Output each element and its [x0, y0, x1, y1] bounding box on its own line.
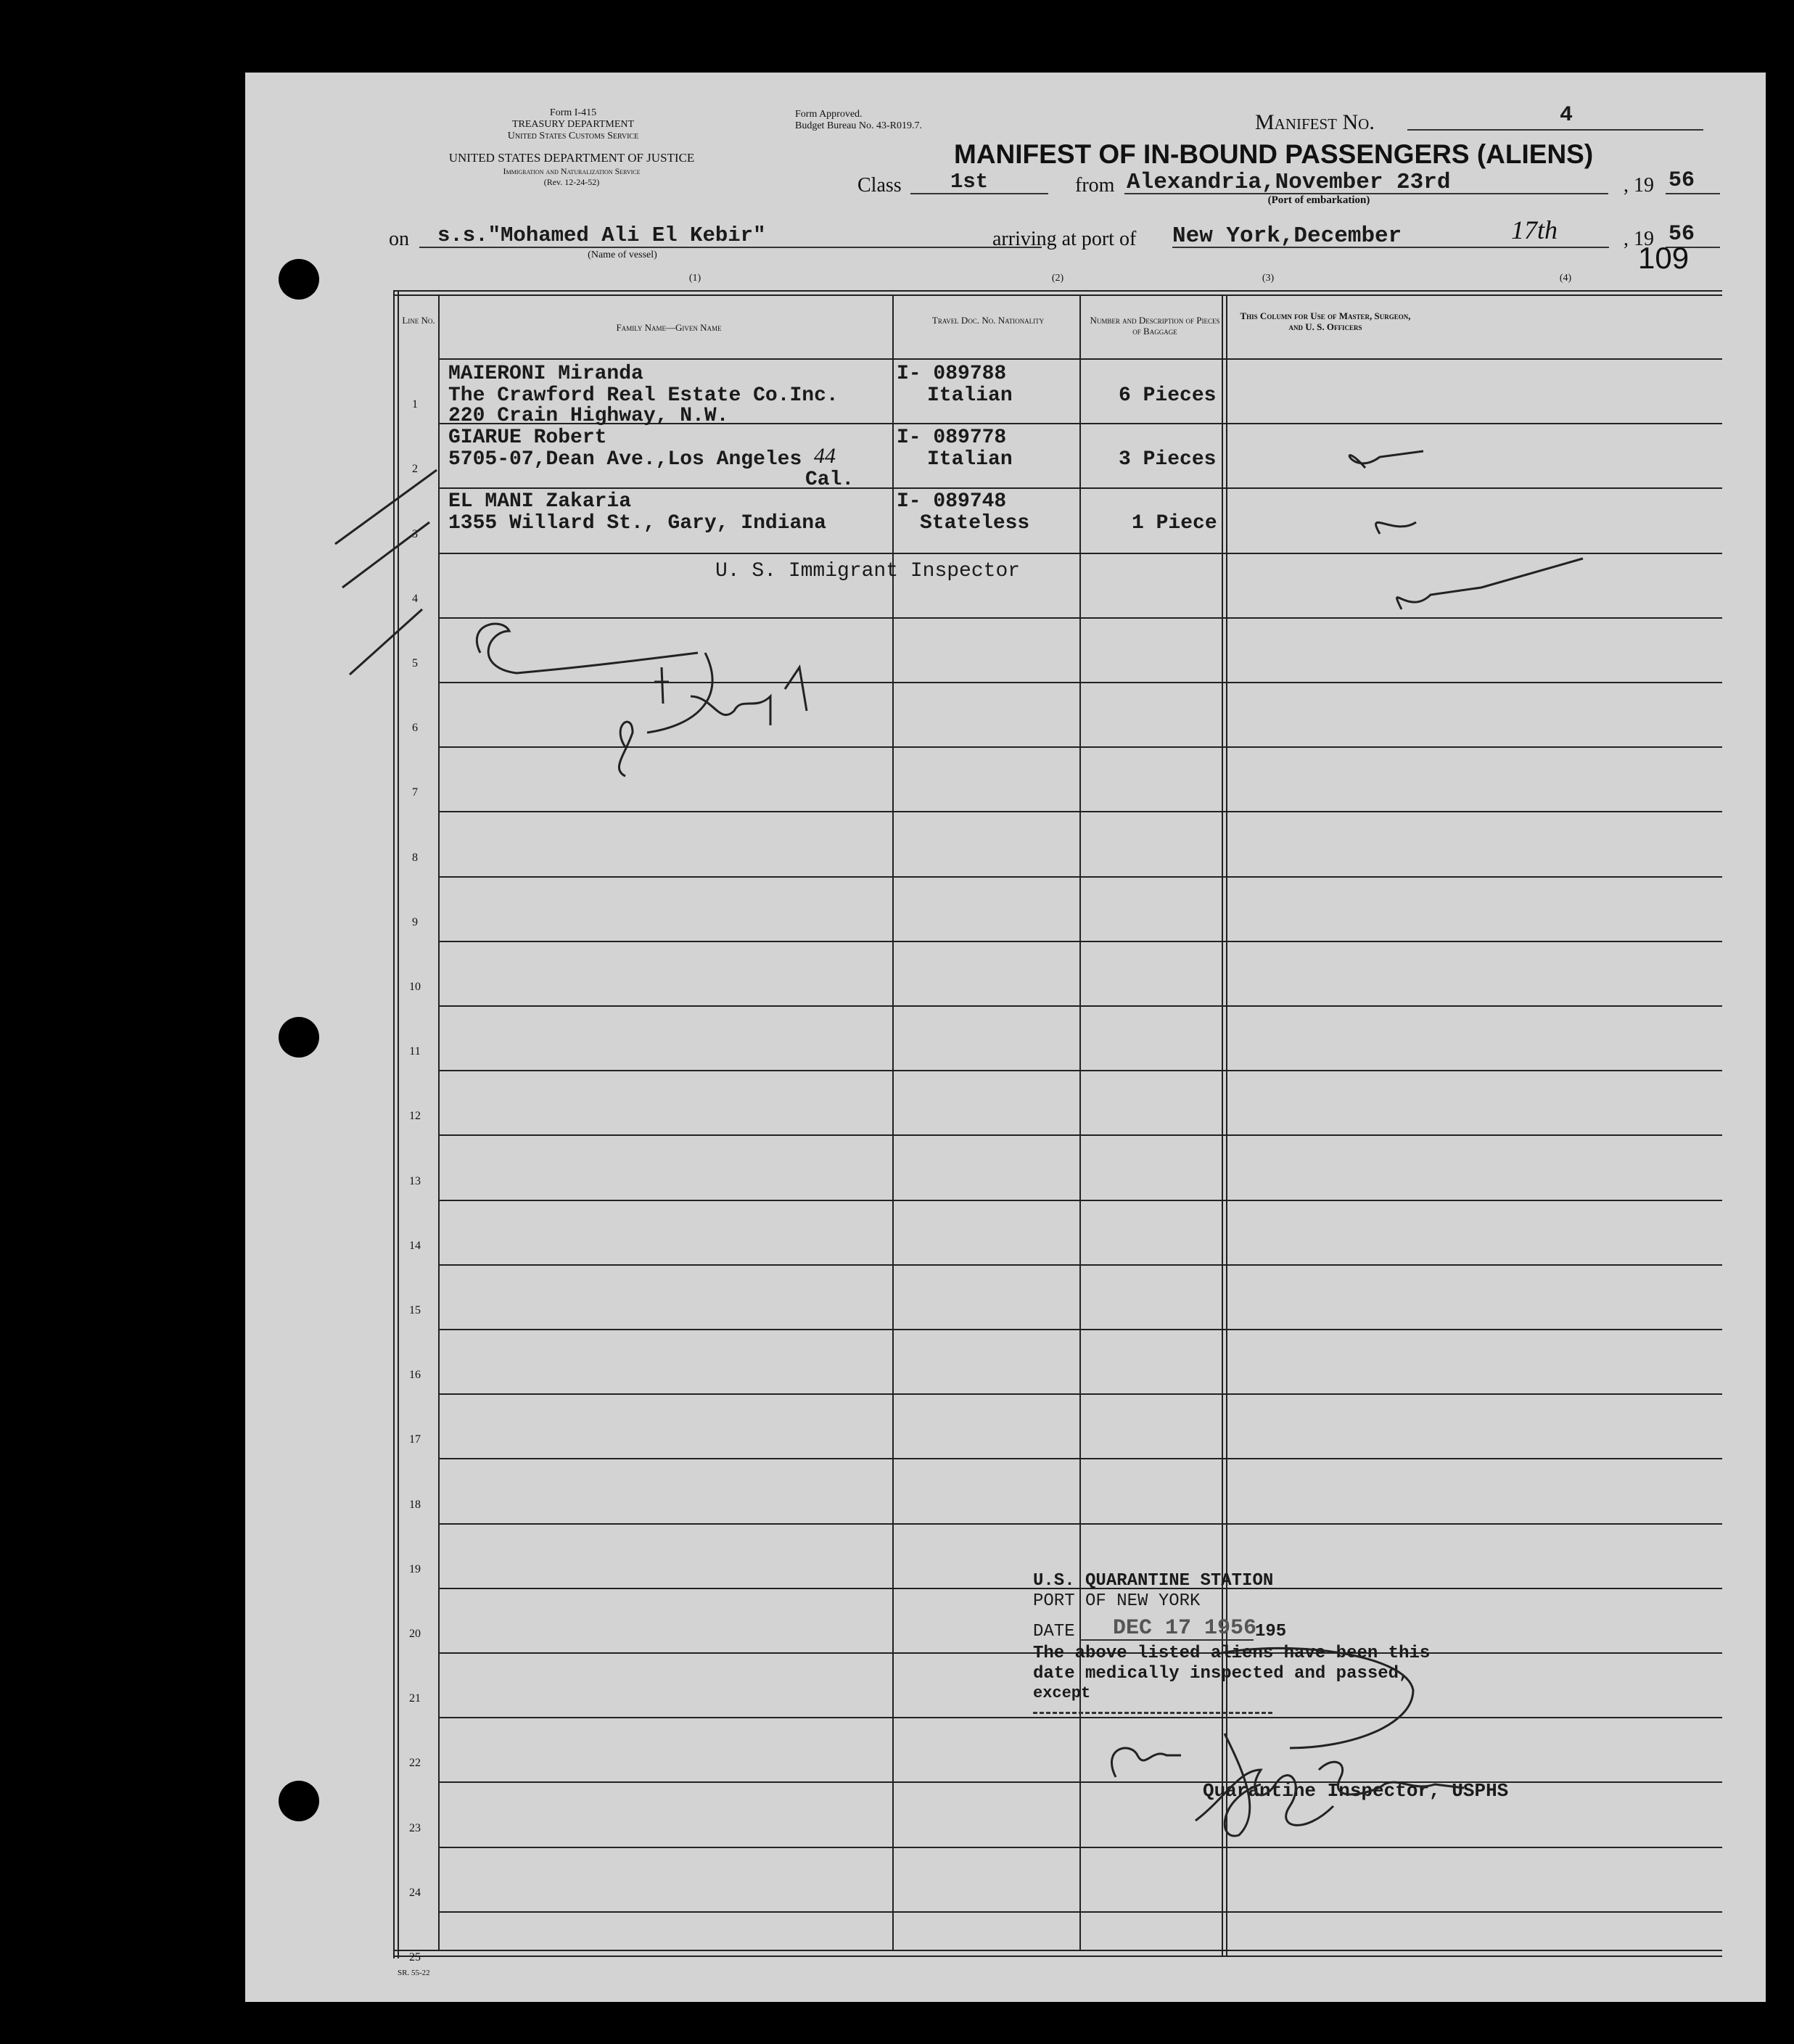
manifest-label: Manifest No. [1255, 110, 1375, 134]
vessel-name: s.s."Mohamed Ali El Kebir" [437, 223, 766, 247]
header-travel-doc: Travel Doc. No. Nationality [931, 315, 1045, 326]
manifest-number: 4 [1560, 103, 1573, 128]
stamp-port: PORT OF NEW YORK [1033, 1591, 1201, 1611]
treasury-dept: TREASURY DEPARTMENT [511, 119, 635, 130]
line-number: 14 [409, 1240, 421, 1252]
punch-hole [279, 1017, 319, 1058]
from-label: from [1075, 174, 1115, 197]
line-number: 9 [412, 916, 418, 928]
col2-number: (2) [1051, 273, 1064, 284]
punch-hole [279, 1781, 319, 1821]
justice-dept: UNITED STATES DEPARTMENT OF JUSTICE [448, 151, 695, 165]
line-number: 12 [409, 1110, 421, 1122]
line-number: 5 [412, 657, 418, 669]
line-number: 20 [409, 1628, 421, 1640]
passenger-name: GIARUE Robert [448, 426, 607, 449]
passenger-name: EL MANI Zakaria [448, 490, 632, 513]
manifest-page [245, 73, 1766, 2002]
line-number: 16 [409, 1369, 421, 1381]
class-value: 1st [950, 170, 989, 194]
stamp-date: DEC 17 1956 [1113, 1616, 1257, 1641]
passenger-address: 1355 Willard St., Gary, Indiana [448, 512, 826, 535]
baggage: 1 Piece [1132, 512, 1217, 535]
inspector-signature [1072, 1639, 1478, 1828]
line-number: 15 [409, 1304, 421, 1316]
on-label: on [389, 228, 409, 250]
line-number: 8 [412, 852, 418, 864]
punch-hole [279, 259, 319, 300]
stamp-text-2: date medically inspected and passed, [1033, 1664, 1410, 1684]
line-number: 17 [409, 1433, 421, 1446]
class-label: Class [857, 174, 902, 197]
year-embark: 56 [1668, 168, 1695, 193]
quarantine-inspector-title: Quarantine Inspector, USPHS [1203, 1780, 1509, 1802]
nationality: Stateless [920, 512, 1030, 535]
arrival-port: New York,December [1172, 223, 1402, 249]
baggage: 6 Pieces [1119, 384, 1217, 407]
col1-number: (1) [688, 273, 701, 284]
line-number: 23 [409, 1822, 421, 1834]
travel-doc-number: I- 089778 [897, 426, 1007, 449]
line-number: 24 [409, 1887, 421, 1899]
col3-number: (3) [1262, 273, 1275, 284]
arrival-day-handwritten: 17th [1511, 215, 1558, 244]
page-number: 109 [1638, 241, 1690, 275]
line-number: 11 [409, 1045, 421, 1058]
year-prefix: , 19 [1624, 174, 1654, 197]
travel-doc-number: I- 089788 [897, 363, 1007, 385]
form-approved: Form Approved. [795, 109, 863, 120]
line-number: 10 [409, 981, 421, 993]
line-number: 4 [412, 593, 418, 605]
ins-service: Immigration and Naturalization Service [503, 166, 641, 176]
vessel-caption: (Name of vessel) [588, 250, 657, 260]
stamp-text-1: The above listed aliens have been this [1033, 1644, 1431, 1663]
line-number: 7 [412, 786, 418, 799]
line-number: 18 [409, 1499, 421, 1511]
line-number: 13 [409, 1175, 421, 1187]
handwriting-marks [393, 290, 1722, 1958]
passenger-address: 220 Crain Highway, N.W. [448, 405, 729, 427]
passenger-address: The Crawford Real Estate Co.Inc. [448, 384, 839, 407]
baggage: 3 Pieces [1119, 448, 1217, 471]
header-name: Family Name—Given Name [616, 322, 722, 333]
nationality: Italian [927, 448, 1013, 471]
manifest-table [393, 290, 1722, 1963]
zone-handwritten: 44 [814, 444, 836, 468]
stamp-except: except [1033, 1684, 1091, 1702]
header-officers: This Column for Use of Master, Surgeon, and U. S. Officers [1240, 310, 1411, 332]
header-baggage: Number and Description of Pieces of Baggage [1090, 315, 1220, 337]
line-number: 1 [412, 398, 418, 411]
embarkation-caption: (Port of embarkation) [1267, 194, 1370, 206]
line-number: 3 [412, 528, 418, 540]
line-number: 19 [409, 1563, 421, 1575]
embarkation-port: Alexandria,November 23rd [1127, 170, 1451, 195]
footer-code: SR. 55-22 [398, 1969, 430, 1977]
col4-number: (4) [1559, 273, 1572, 284]
passenger-address: 5705-07,Dean Ave.,Los Angeles [448, 448, 802, 471]
nationality: Italian [927, 384, 1013, 407]
line-number: 6 [412, 722, 418, 734]
travel-doc-number: I- 089748 [897, 490, 1007, 513]
budget-bureau: Budget Bureau No. 43-R019.7. [795, 120, 922, 131]
header-line-no: Line No. [402, 315, 435, 326]
manifest-title: MANIFEST OF IN-BOUND PASSENGERS (ALIENS) [954, 139, 1594, 169]
arriving-label: arriving at port of [992, 228, 1137, 250]
line-number: 21 [409, 1692, 421, 1705]
line-number: 22 [409, 1757, 421, 1769]
year-arrival: 56 [1668, 222, 1695, 247]
customs-service: United States Customs Service [507, 131, 639, 141]
form-revision: (Rev. 12-24-52) [543, 177, 600, 187]
form-number: Form I-415 [549, 107, 597, 118]
passenger-address: Cal. [805, 469, 855, 491]
year-prefix-2: , 19 [1624, 228, 1654, 250]
stamp-date-label: DATE [1033, 1622, 1075, 1641]
stamp-station: U.S. QUARANTINE STATION [1033, 1571, 1274, 1591]
line-number: 2 [412, 463, 418, 475]
line-number: 25 [409, 1951, 421, 1963]
passenger-name: MAIERONI Miranda [448, 363, 643, 385]
immigrant-inspector-label: U. S. Immigrant Inspector [715, 560, 1021, 582]
stamp-year-suffix: 195 [1255, 1622, 1287, 1641]
